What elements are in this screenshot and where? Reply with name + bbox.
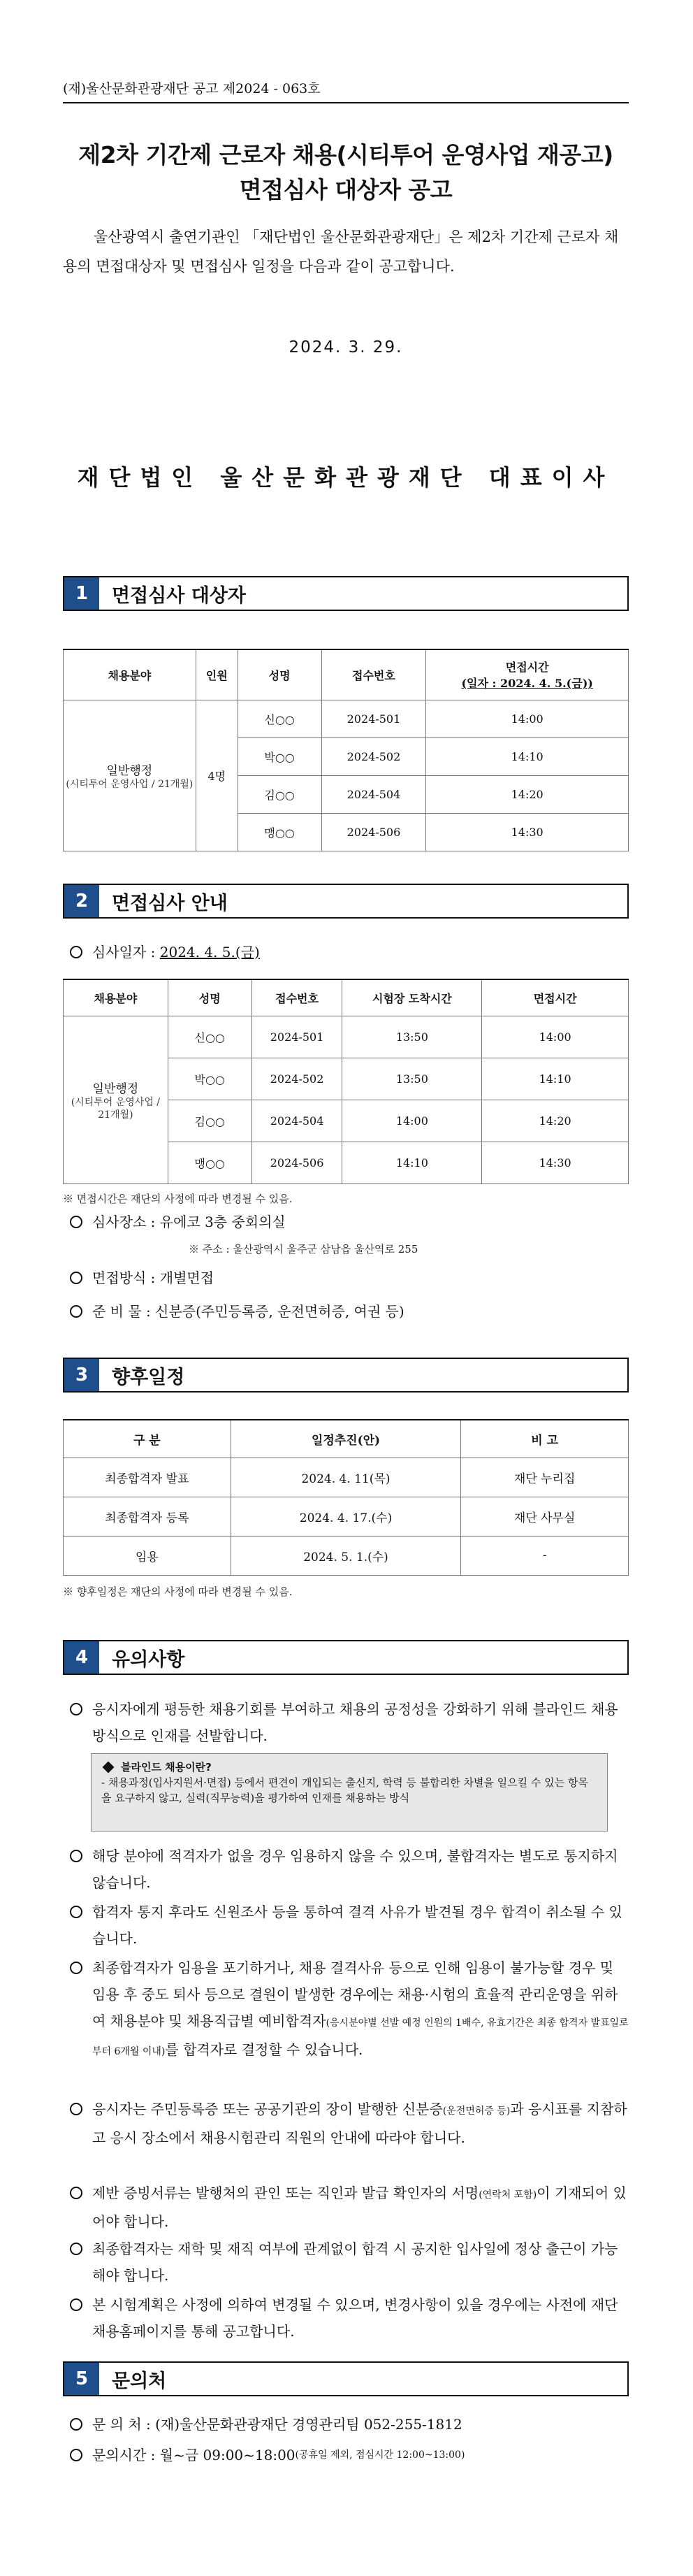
schedule-note-cell: 재단 사무실 xyxy=(461,1497,629,1536)
table-row xyxy=(64,1458,629,1497)
col-header: 인원 xyxy=(196,649,238,700)
name-cell: 신○○ xyxy=(238,700,321,737)
time-cell: 14:20 xyxy=(426,775,629,813)
field-cell xyxy=(64,1016,168,1183)
schedule-item-cell: 임용 xyxy=(64,1536,231,1575)
blind-hiring-title xyxy=(101,1760,597,1775)
col-header: 면접시간 xyxy=(482,979,629,1016)
notice-item-8 xyxy=(63,2291,629,2345)
interview-candidates-table xyxy=(63,649,629,851)
page-subtitle: 면접심사 대상자 공고 xyxy=(239,176,453,203)
hours-label: 문의시간 : xyxy=(92,2447,156,2463)
notice-number: (재)울산문화관광재단 공고 제2024 - 063호 xyxy=(63,81,321,96)
col-header: 채용분야 xyxy=(64,649,196,700)
schedule-date-cell: 2024. 5. 1.(수) xyxy=(231,1536,461,1575)
receipt-no-cell: 2024-502 xyxy=(321,737,426,775)
section-number: 4 xyxy=(64,1641,99,1674)
name-cell: 맹○○ xyxy=(238,813,321,851)
notice-item-small-text: (응시분야별 선발 예정 인원의 1배수, 유효기간은 최종 합격자 발표일로부터 6개월 이내) xyxy=(92,2017,629,2057)
notice-item-2 xyxy=(63,1843,629,1896)
time-cell: 14:30 xyxy=(426,813,629,851)
bullet-circle-icon xyxy=(70,1962,82,1974)
notice-item-3 xyxy=(63,1899,629,1952)
receipt-no-cell: 2024-502 xyxy=(251,1058,342,1100)
interview-time-note: ※ 면접시간은 재단의 사정에 따라 변경될 수 있음. xyxy=(63,1193,293,1205)
address-note: ※ 주소 : 울산광역시 울주군 삼남읍 울산역로 255 xyxy=(189,1243,418,1255)
hours-value: 월~금 09:00~18:00 xyxy=(159,2447,296,2463)
name-cell: 김○○ xyxy=(168,1100,251,1142)
arrival-cell: 14:00 xyxy=(342,1100,482,1142)
schedule-date-cell: 2024. 4. 11(목) xyxy=(231,1458,461,1497)
field-main: 일반행정 xyxy=(106,763,153,778)
receipt-no-cell: 2024-501 xyxy=(251,1016,342,1058)
field-sub: (시티투어 운영사업 / 21개월) xyxy=(71,1096,161,1121)
bullet-circle-icon xyxy=(70,2243,82,2255)
notice-item-text: 해당 분야에 적격자가 없을 경우 임용하지 않을 수 있으며, 불합격자는 별도로 통지하지 않습니다. xyxy=(92,1848,618,1891)
notice-item-text: 최종합격자는 재학 및 재직 여부에 관계없이 합격 시 공지한 입사일에 정상 출근이 가능해야 합니다. xyxy=(92,2240,618,2284)
field-main: 일반행정 xyxy=(92,1081,139,1096)
section-number: 1 xyxy=(64,577,99,610)
bullet-circle-icon xyxy=(70,2449,82,2461)
section-3-header xyxy=(63,1358,629,1393)
bullet-circle-icon xyxy=(70,1906,82,1918)
bullet-circle-icon xyxy=(70,1850,82,1862)
section-title: 향후일정 xyxy=(112,1366,185,1388)
diamond-icon xyxy=(103,1762,115,1773)
time-cell: 14:30 xyxy=(482,1142,629,1183)
place-value: 유에코 3층 중회의실 xyxy=(159,1214,286,1230)
receipt-no-cell: 2024-506 xyxy=(251,1142,342,1183)
blind-hiring-heading: 블라인드 채용이란? xyxy=(121,1761,212,1773)
page-title: 제2차 기간제 근로자 채용(시티투어 운영사업 재공고) xyxy=(78,141,613,168)
interview-method-line xyxy=(63,1264,629,1292)
interview-date-label: 심사일자 : xyxy=(92,944,156,960)
table-row xyxy=(64,1497,629,1536)
section-title: 유의사항 xyxy=(112,1648,185,1671)
interview-date-sub: (일자 : 2024. 4. 5.(금)) xyxy=(461,677,593,691)
place-label: 심사장소 : xyxy=(92,1214,156,1230)
time-cell: 14:10 xyxy=(426,737,629,775)
receipt-no-cell: 2024-504 xyxy=(251,1100,342,1142)
time-cell: 14:10 xyxy=(482,1058,629,1100)
schedule-item-cell: 최종합격자 발표 xyxy=(64,1458,231,1497)
bullet-circle-icon xyxy=(70,2103,82,2115)
bullet-circle-icon xyxy=(70,1703,82,1715)
section-number: 2 xyxy=(64,885,99,917)
col-header: 일정추진(안) xyxy=(231,1420,461,1458)
prep-value: 신분증(주민등록증, 운전면허증, 여권 등) xyxy=(155,1303,404,1320)
col-header: 비 고 xyxy=(461,1420,629,1458)
contact-label: 문 의 처 : xyxy=(92,2416,151,2433)
prep-label: 준 비 물 : xyxy=(92,1303,151,1320)
schedule-item-cell: 최종합격자 등록 xyxy=(64,1497,231,1536)
section-number: 3 xyxy=(64,1359,99,1391)
col-header: 시험장 도착시간 xyxy=(342,979,482,1016)
intro-paragraph: 울산광역시 출연기관인 「재단법인 울산문화관광재단」은 제2차 기간제 근로자 채용의 면접대상자 및 면접심사 일정을 다음과 같이 공고합니다. xyxy=(63,229,619,275)
contact-line xyxy=(63,2410,629,2438)
blind-hiring-box xyxy=(91,1753,608,1832)
hours-note: (공휴일 제외, 점심시간 12:00~13:00) xyxy=(295,2449,465,2461)
bullet-circle-icon xyxy=(70,2418,82,2431)
arrival-cell: 14:10 xyxy=(342,1142,482,1183)
bullet-circle-icon xyxy=(70,946,82,958)
schedule-note-cell: - xyxy=(461,1536,629,1575)
notice-item-small-text: (운전면허증 등) xyxy=(442,2106,511,2117)
notice-date: 2024. 3. 29. xyxy=(289,338,403,357)
notice-item-1 xyxy=(63,1696,629,1749)
section-4-header xyxy=(63,1640,629,1675)
arrival-cell: 13:50 xyxy=(342,1016,482,1058)
prep-items-line xyxy=(63,1297,629,1325)
notice-item-text: 응시자에게 평등한 채용기회를 부여하고 채용의 공정성을 강화하기 위해 블라인드 채용방식으로 인재를 선발합니다. xyxy=(92,1701,618,1744)
interview-date-value: 2024. 4. 5.(금) xyxy=(159,944,260,960)
field-sub: (시티투어 운영사업 / 21개월) xyxy=(66,778,194,790)
receipt-no-cell: 2024-506 xyxy=(321,813,426,851)
section-title: 면접심사 대상자 xyxy=(112,584,246,607)
method-value: 개별면접 xyxy=(159,1269,214,1286)
table-row xyxy=(64,1016,629,1058)
receipt-no-cell: 2024-501 xyxy=(321,700,426,737)
col-header: 접수번호 xyxy=(251,979,342,1016)
interview-place-line xyxy=(63,1208,629,1236)
interview-date-line xyxy=(63,938,629,966)
notice-item-text: 이 기재되어 있어야 합니다. xyxy=(92,2185,627,2230)
col-header: 접수번호 xyxy=(321,649,426,700)
schedule-date-cell: 2024. 4. 17.(수) xyxy=(231,1497,461,1536)
notice-item-6 xyxy=(63,2180,629,2235)
notice-item-text: 본 시험계획은 사정에 의하여 변경될 수 있으며, 변경사항이 있을 경우에는 사전에 재단 채용홈페이지를 통해 공고합니다. xyxy=(92,2296,618,2340)
notice-item-text: 응시자는 주민등록증 또는 공공기관의 장이 발행한 신분증 xyxy=(92,2101,443,2117)
col-header: 채용분야 xyxy=(64,979,168,1016)
time-cell: 14:00 xyxy=(426,700,629,737)
table-row xyxy=(64,700,629,737)
col-header: 구 분 xyxy=(64,1420,231,1458)
section-2-header xyxy=(63,884,629,919)
notice-item-text: 최종합격자가 임용을 포기하거나, 채용 결격사유 등으로 인해 임용이 불가능할 경우 및 임용 후 중도 퇴사 등으로 결원이 발생한 경우에는 채용·시험의 효율적 관리운영을 위하여 채용분야 및 채용직급별 예비합격자 xyxy=(92,1959,618,2029)
name-cell: 박○○ xyxy=(168,1058,251,1100)
count-cell: 4명 xyxy=(196,700,238,851)
time-cell: 14:00 xyxy=(482,1016,629,1058)
section-5-header xyxy=(63,2361,629,2396)
schedule-table xyxy=(63,1419,629,1576)
contact-value: (재)울산문화관광재단 경영관리팀 052-255-1812 xyxy=(155,2416,462,2433)
notice-item-text: 과 응시표를 지참하고 응시 장소에서 채용시험관리 직원의 안내에 따라야 합니다. xyxy=(92,2101,627,2146)
section-title: 면접심사 안내 xyxy=(112,892,228,914)
col-header: 성명 xyxy=(168,979,251,1016)
name-cell: 김○○ xyxy=(238,775,321,813)
notice-item-text: 를 합격자로 결정할 수 있습니다. xyxy=(165,2041,363,2058)
arrival-cell: 13:50 xyxy=(342,1058,482,1100)
header-divider xyxy=(63,102,629,103)
bullet-circle-icon xyxy=(70,1305,82,1318)
field-cell xyxy=(64,700,196,851)
notice-item-text-group xyxy=(92,2096,629,2151)
section-number: 5 xyxy=(64,2363,99,2395)
bullet-circle-icon xyxy=(70,1272,82,1284)
notice-item-5 xyxy=(63,2096,629,2151)
name-cell: 맹○○ xyxy=(168,1142,251,1183)
notice-item-text-group xyxy=(92,1955,629,2065)
notice-item-small-text: (연락처 포함) xyxy=(479,2189,537,2201)
interview-schedule-table xyxy=(63,979,629,1184)
name-cell: 신○○ xyxy=(168,1016,251,1058)
notice-item-7 xyxy=(63,2236,629,2289)
notice-item-text: 제반 증빙서류는 발행처의 관인 또는 직인과 발급 확인자의 서명 xyxy=(92,2185,479,2201)
bullet-circle-icon xyxy=(70,1216,82,1228)
table-row xyxy=(64,1536,629,1575)
notice-item-text-group xyxy=(92,2180,629,2235)
schedule-note-cell: 재단 누리집 xyxy=(461,1458,629,1497)
notice-item-text: 합격자 통지 후라도 신원조사 등을 통하여 결격 사유가 발견될 경우 합격이 취소될 수 있습니다. xyxy=(92,1904,622,1947)
bullet-circle-icon xyxy=(70,2187,82,2199)
section-1-header xyxy=(63,576,629,611)
schedule-note: ※ 향후일정은 재단의 사정에 따라 변경될 수 있음. xyxy=(63,1585,293,1598)
blind-hiring-text: - 채용과정(입사지원서·면접) 등에서 편견이 개입되는 출신지, 학력 등 불합리한 차별을 일으킬 수 있는 항목을 요구하지 않고, 실력(직무능력)을 평가하여 인재를 채용하는 방식 xyxy=(101,1776,588,1804)
section-title: 문의처 xyxy=(112,2370,167,2392)
method-label: 면접방식 : xyxy=(92,1269,156,1286)
notice-item-4 xyxy=(63,1955,629,2065)
col-header: 성명 xyxy=(238,649,321,700)
bullet-circle-icon xyxy=(70,2298,82,2311)
name-cell: 박○○ xyxy=(238,737,321,775)
organization-signature: 재단법인 울산문화관광재단 대표이사 xyxy=(77,464,615,491)
time-cell: 14:20 xyxy=(482,1100,629,1142)
col-header-time xyxy=(426,649,629,700)
contact-hours-line xyxy=(63,2441,629,2469)
receipt-no-cell: 2024-504 xyxy=(321,775,426,813)
col-header: 면접시간 xyxy=(505,661,549,675)
